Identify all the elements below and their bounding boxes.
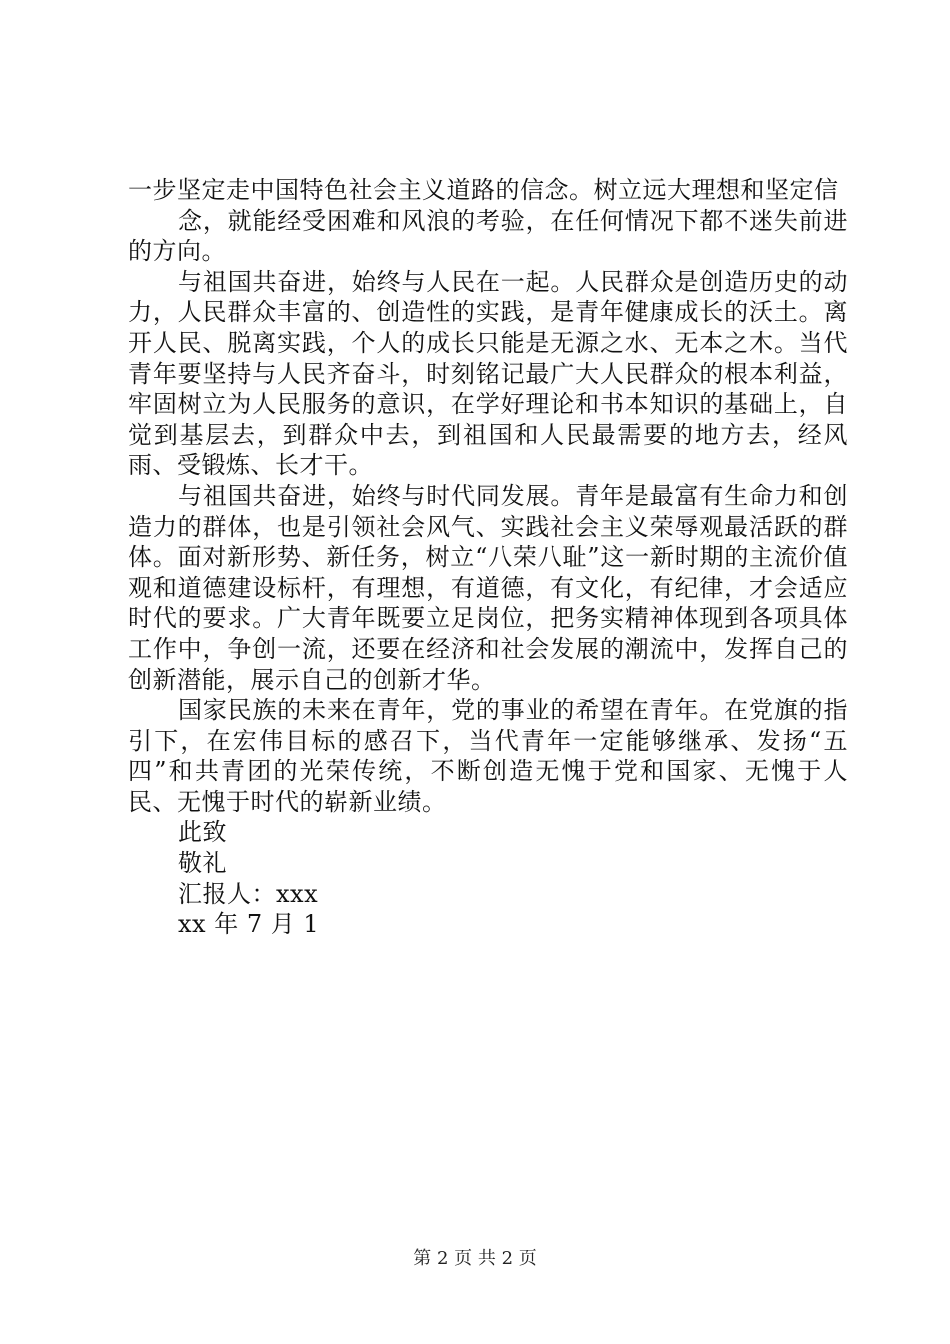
paragraph-continued: 一步坚定走中国特色社会主义道路的信念。树立远大理想和坚定信: [128, 176, 839, 204]
closing-greeting-1: 此致: [178, 818, 227, 847]
paragraph-belief: 念，就能经受困难和风浪的考验，在任何情况下都不迷失前进的方向。: [128, 206, 848, 266]
reporter-signature: 汇报人：xxx: [178, 879, 319, 908]
document-body: [128, 175, 848, 940]
paragraph-future: 国家民族的未来在青年，党的事业的希望在青年。在党旗的指引下，在宏伟目标的感召下，当代青年一定能够继承、发扬“五四”和共青团的光荣传统，不断创造无愧于党和国家、无愧于人民、无愧于时代的崭新业绩。: [128, 696, 848, 816]
paragraph-people: 与祖国共奋进，始终与人民在一起。人民群众是创造历史的动力，人民群众丰富的、创造性的实践，是青年健康成长的沃土。离开人民、脱离实践，个人的成长只能是无源之水、无本之木。当代青年要坚持与人民齐奋斗，时刻铭记最广大人民群众的根本利益，牢固树立为人民服务的意识，在学好理论和书本知识的基础上，自觉到基层去，到群众中去，到祖国和人民最需要的地方去，经风雨、受锻炼、长才干。: [128, 267, 848, 480]
page-footer: 第 2 页 共 2 页: [413, 1248, 537, 1269]
paragraph-era: 与祖国共奋进，始终与时代同发展。青年是最富有生命力和创造力的群体，也是引领社会风气、实践社会主义荣辱观最活跃的群体。面对新形势、新任务，树立“八荣八耻”这一新时期的主流价值观和道德建设标杆，有理想，有道德，有文化，有纪律，才会适应时代的要求。广大青年既要立足岗位，把务实精神体现到各项具体工作中，争创一流，还要在经济和社会发展的潮流中，发挥自己的创新潜能，展示自己的创新才华。: [128, 481, 848, 694]
report-date: xx 年 7 月 1: [178, 910, 320, 939]
closing-greeting-2: 敬礼: [178, 849, 227, 878]
